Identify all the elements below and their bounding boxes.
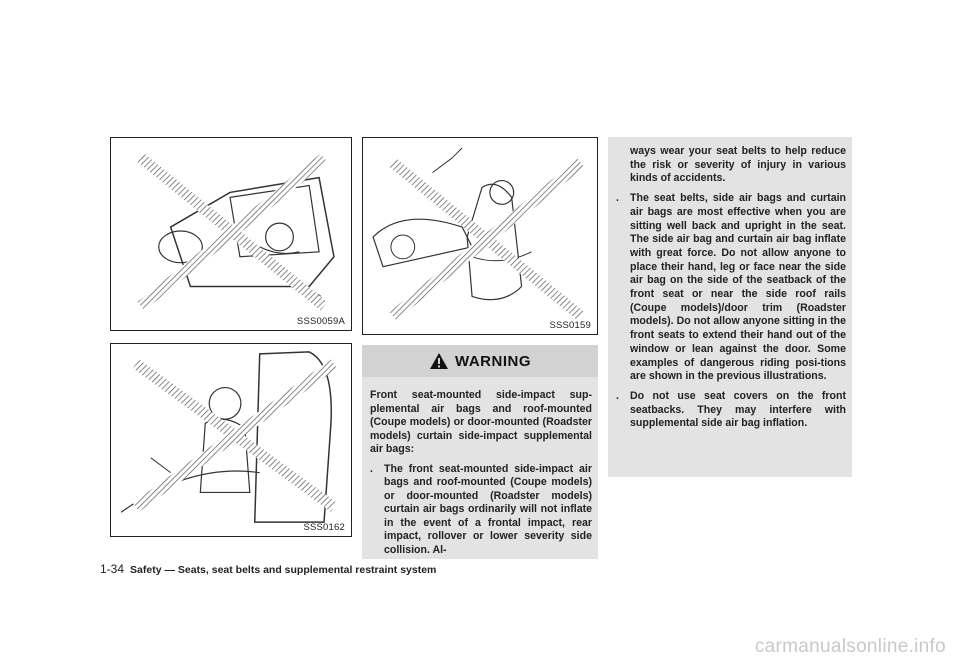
warning-title: WARNING (455, 352, 531, 370)
illustration-face-near-door (362, 137, 598, 335)
bullet-continuation: ways wear your seat belts to help reduce the risk or severity of injury in various kinds of accidents. (630, 145, 846, 185)
section-title: Safety — Seats, seat belts and supplemental restraint system (130, 564, 437, 576)
figure-label: SSS0162 (303, 522, 345, 533)
illustration-drawing (111, 138, 351, 330)
bullet-text: Do not use seat covers on the front seatbacks. They may interfere with supplemental side air bag inflation. (630, 389, 846, 430)
figure-label: SSS0059A (296, 316, 345, 327)
bullet-marker: . (370, 462, 373, 475)
bullet-marker: . (616, 389, 619, 402)
bullet-text: The seat belts, side air bags and curtain air bags are most effective when you are sitting well back and upright in the seat. The side air bag and curtain air bag inflate with great force. Do not allow anyone to place their hand, leg or face near the side air bag on the side of the seatback of the front seat or near the side roof rails (Coupe models)/door trim (Roadster models). Do not allow anyone sitting in the front seats to extend their hand out of the window or lean against the door. Some examples of dangerous riding posi-tions are shown in the previous illustrations. (630, 192, 846, 383)
watermark: carmanualsonline.info (754, 636, 946, 657)
illustration-drawing (363, 138, 597, 334)
illustration-leaning-on-door (110, 137, 352, 331)
warning-continued-panel (608, 137, 852, 477)
warning-icon (429, 352, 449, 370)
illustration-drawing (111, 344, 351, 536)
warning-intro: Front seat-mounted side-impact sup-plemental air bags and roof-mounted (Coupe models) or door-mounted (Roadster models) curtain side-impact supplemental air bags: (370, 389, 592, 455)
warning-continued-body (616, 145, 846, 437)
illustration-child-leaning-on-seat (110, 343, 352, 537)
page-footer (100, 562, 436, 576)
warning-bullet (370, 463, 592, 558)
warning-body (370, 389, 592, 557)
warning-header (362, 345, 598, 377)
warning-panel (362, 345, 598, 559)
bullet-marker: . (616, 192, 619, 205)
page-number: 1-34 (100, 562, 125, 576)
figure-label: SSS0159 (549, 320, 591, 331)
warning-bullet (616, 390, 846, 431)
bullet-text: The front seat-mounted side-impact air bags and roof-mounted (Coupe models) or door-mounted (Roadster models) curtain air bags ordinarily will not inflate in the event of a frontal impact, rear impact, rollover or lower severity side collision. Al- (384, 462, 592, 556)
warning-bullet (616, 192, 846, 384)
